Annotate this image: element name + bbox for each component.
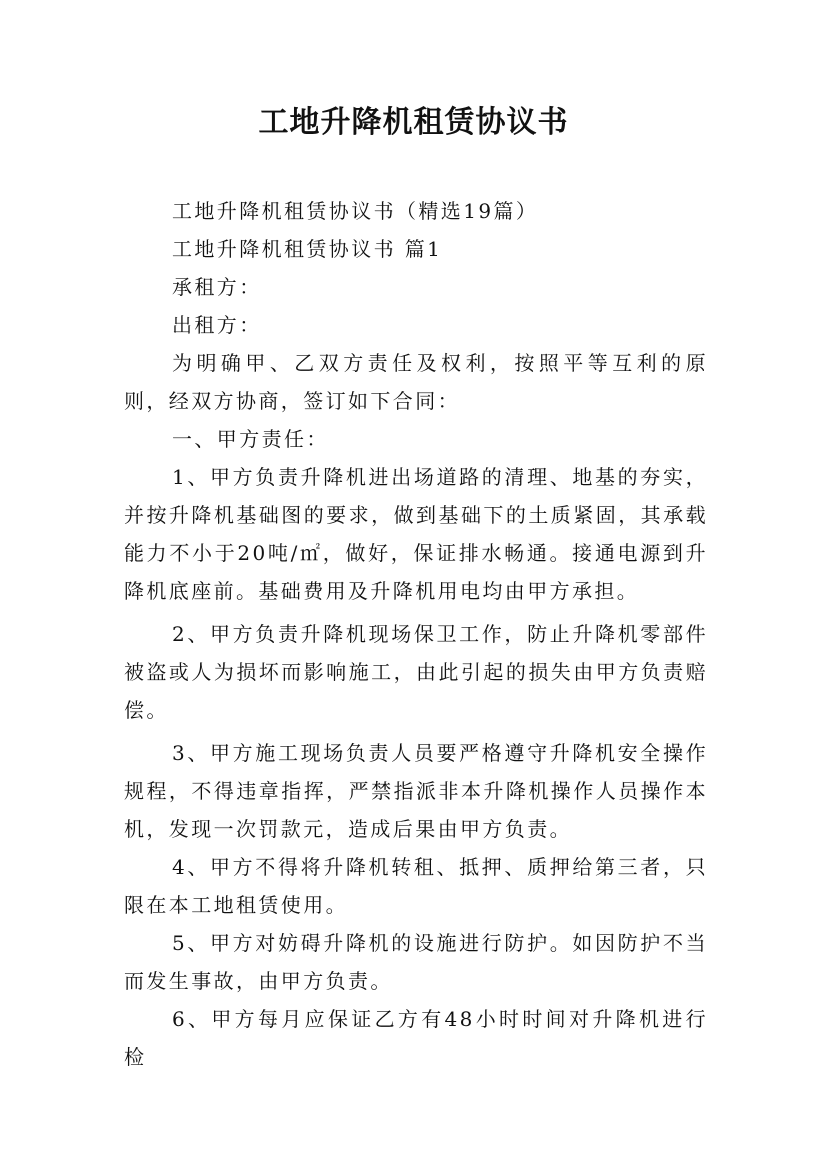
lessor-line: 出租方： bbox=[172, 313, 262, 337]
clause-6: 6、甲方每月应保证乙方有48小时时间对升降机进行检 bbox=[124, 1007, 708, 1069]
clause-1: 1、甲方负责升降机进出场道路的清理、地基的夯实，并按升降机基础图的要求，做到基础下的土质紧固，其承载能力不小于20吨/㎡，做好，保证排水畅通。接通电源到升降机底座前。基础费用及升降机用电均由甲方承担。 bbox=[124, 465, 708, 603]
section-heading: 工地升降机租赁协议书 篇1 bbox=[172, 237, 443, 261]
clause-2: 2、甲方负责升降机现场保卫工作，防止升降机零部件被盗或人为损坏而影响施工，由此引起的损失由甲方负责赔偿。 bbox=[124, 622, 708, 722]
clause-5: 5、甲方对妨碍升降机的设施进行防护。如因防护不当而发生事故，由甲方负责。 bbox=[124, 931, 708, 993]
clause-3: 3、甲方施工现场负责人员要严格遵守升降机安全操作规程，不得违章指挥，严禁指派非本升降机操作人员操作本机，发现一次罚款元，造成后果由甲方负责。 bbox=[124, 741, 708, 841]
party-a-heading: 一、甲方责任： bbox=[172, 427, 329, 451]
intro-paragraph: 为明确甲、乙双方责任及权利，按照平等互利的原则，经双方协商，签订如下合同： bbox=[124, 351, 708, 413]
clause-4: 4、甲方不得将升降机转租、抵押、质押给第三者，只限在本工地租赁使用。 bbox=[124, 855, 708, 917]
document-title: 工地升降机租赁协议书 bbox=[258, 105, 569, 140]
lessee-line: 承租方： bbox=[172, 275, 262, 299]
document-body bbox=[124, 192, 708, 1076]
subtitle: 工地升降机租赁协议书（精选19篇） bbox=[172, 199, 539, 223]
